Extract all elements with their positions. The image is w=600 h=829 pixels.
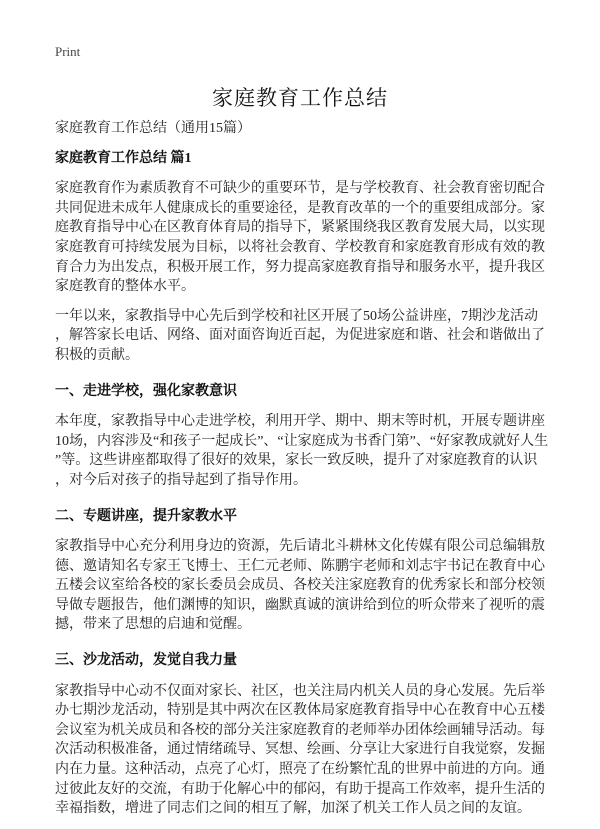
- section-heading: 三、沙龙活动，发觉自我力量: [55, 653, 237, 669]
- section-body: 本年度，家教指导中心走进学校，利用开学、期中、期末等时机，开展专题讲座10场，内容涉及“和孩子一起成长”、“让家庭成为书香门第”、“好家教成就好人生”等。这些讲座都取得了很好的效果，家长一致反映，提升了对家庭教育的认识，对今后对孩子的指导起到了指导作用。: [55, 414, 549, 488]
- section-heading: 一、走进学校，强化家教意识: [55, 383, 237, 399]
- section-body: 家教指导中心充分利用身边的资源，先后请北斗耕林文化传媒有限公司总编辑敖德、邀请知名专家王飞博士、王仁元老师、陈鹏宇老师和刘志宇书记在教育中心五楼会议室给各校的家长委员会成员、各校关注家庭教育的优秀家长和部分校领导做专题报告，他们渊博的知识，幽默真诚的演讲给到位的听众带来了视听的震撼，带来了思想的启迪和觉醒。: [55, 539, 545, 633]
- print-link[interactable]: Print: [55, 44, 81, 59]
- article-heading: 家庭教育工作总结 篇1: [55, 150, 192, 166]
- document-body: [55, 119, 551, 829]
- document-subtitle: 家庭教育工作总结（通用15篇）: [55, 121, 251, 136]
- paragraph-summary: 一年以来，家教指导中心先后到学校和社区开展了50场公益讲座，7期沙龙活动，解答家长电话、网络、面对面咨询近百起，为促进家庭和谐、社会和谐做出了积极的贡献。: [55, 308, 545, 363]
- section-body: 家教指导中心动不仅面对家长、社区，也关注局内机关人员的身心发展。先后举办七期沙龙活动，特别是其中两次在区教体局家庭教育指导中心在教育中心五楼会议室为机关成员和各校的部分关注家庭教育的老师举办团体绘画辅导活动。每次活动积极准备，通过情绪疏导、冥想、绘画、分享让大家进行自我觉察，发掘内在力量。这种活动，点亮了心灯，照亮了在纷繁忙乱的世界中前进的方向。通过彼此友好的交流，有助于化解心中的郁闷，有助于提高工作效率，提升生活的幸福指数，增进了同志们之间的相互了解，加深了机关工作人员之间的友谊。: [55, 683, 545, 817]
- document-title: 家庭教育工作总结: [212, 86, 388, 110]
- section-heading: 二、专题讲座，提升家教水平: [55, 508, 237, 524]
- paragraph-intro: 家庭教育作为素质教育不可缺少的重要环节，是与学校教育、社会教育密切配合共同促进未成年人健康成长的重要途径，是教育改革的一个的重要组成部分。家庭教育指导中心在区教育体育局的指导下，紧紧围绕我区教育发展大局，以实现家庭教育可持续发展为目标，以将社会教育、学校教育和家庭教育形成有效的教育合力为出发点，积极开展工作，努力提高家庭教育指导和服务水平，提升我区家庭教育的整体水平。: [55, 181, 545, 295]
